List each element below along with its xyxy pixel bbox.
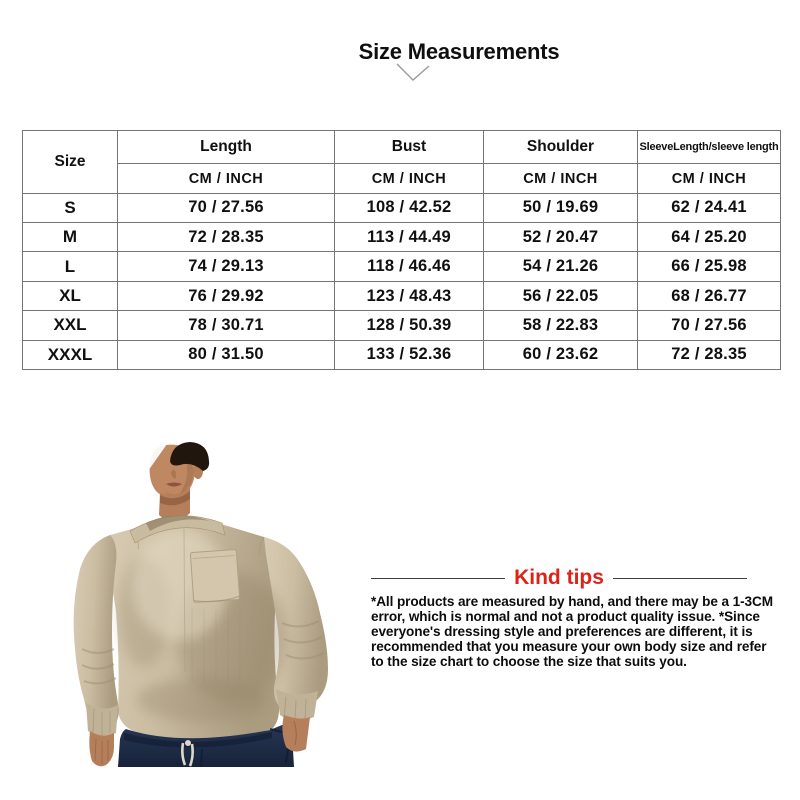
bust-column-header: Bust <box>335 131 484 164</box>
sleeve-cell: 70 / 27.56 <box>638 311 781 340</box>
size-cell: L <box>23 252 118 281</box>
bust-cell: 128 / 50.39 <box>335 311 484 340</box>
shoulder-cell: 60 / 23.62 <box>484 340 638 369</box>
kind-tips-header <box>371 564 747 592</box>
sleeve-cell: 68 / 26.77 <box>638 281 781 310</box>
table-row <box>23 340 781 369</box>
table-row <box>23 223 781 252</box>
size-cell: XL <box>23 281 118 310</box>
table-row <box>23 193 781 222</box>
chevron-down-icon <box>394 61 432 90</box>
length-unit: CM / INCH <box>118 164 335 193</box>
table-row <box>23 281 781 310</box>
left-hand <box>89 731 114 766</box>
sweatshirt-left-sleeve <box>74 535 119 728</box>
right-rule <box>613 578 747 579</box>
sleeve-cell: 62 / 24.41 <box>638 193 781 222</box>
bust-cell: 123 / 48.43 <box>335 281 484 310</box>
shoulder-column-header: Shoulder <box>484 131 638 164</box>
page-title: Size Measurements <box>358 39 560 64</box>
shoulder-cell: 58 / 22.83 <box>484 311 638 340</box>
sleeve-cell: 72 / 28.35 <box>638 340 781 369</box>
right-hand-in-pocket <box>282 715 310 752</box>
length-column-header: Length <box>118 131 335 164</box>
left-rule <box>371 578 505 579</box>
sleeve-cell: 66 / 25.98 <box>638 252 781 281</box>
bust-cell: 133 / 52.36 <box>335 340 484 369</box>
length-cell: 72 / 28.35 <box>118 223 335 252</box>
tips-line: error, which is normal and not a product quality issue. *Since <box>371 609 760 624</box>
bust-unit: CM / INCH <box>335 164 484 193</box>
size-table <box>22 130 781 370</box>
length-cell: 80 / 31.50 <box>118 340 335 369</box>
product-photo <box>32 437 357 767</box>
table-row <box>23 252 781 281</box>
bust-cell: 113 / 44.49 <box>335 223 484 252</box>
length-cell: 74 / 29.13 <box>118 252 335 281</box>
tips-line: everyone's dressing style and preferences are different, it is <box>371 624 753 639</box>
tips-line: to the size chart to choose the size that suits you. <box>371 654 687 669</box>
size-column-header: Size <box>23 131 118 194</box>
length-cell: 76 / 29.92 <box>118 281 335 310</box>
kind-tips-title: Kind tips <box>514 566 604 589</box>
shoulder-unit: CM / INCH <box>484 164 638 193</box>
size-cell: M <box>23 223 118 252</box>
kind-tips-text <box>371 594 799 669</box>
length-cell: 70 / 27.56 <box>118 193 335 222</box>
sleeve-unit: CM / INCH <box>638 164 781 193</box>
shoulder-cell: 56 / 22.05 <box>484 281 638 310</box>
size-cell: XXXL <box>23 340 118 369</box>
size-cell: XXL <box>23 311 118 340</box>
tips-line: recommended that you measure your own body size and refer <box>371 639 767 654</box>
sleeve-cell: 64 / 25.20 <box>638 223 781 252</box>
shoulder-cell: 50 / 19.69 <box>484 193 638 222</box>
tips-line: *All products are measured by hand, and there may be a 1-3CM <box>371 594 773 609</box>
chest-pocket <box>190 549 239 602</box>
shoulder-cell: 54 / 21.26 <box>484 252 638 281</box>
length-cell: 78 / 30.71 <box>118 311 335 340</box>
shoulder-cell: 52 / 20.47 <box>484 223 638 252</box>
table-row <box>23 311 781 340</box>
sleeve-column-header: SleeveLength/sleeve length <box>638 131 781 164</box>
bust-cell: 118 / 46.46 <box>335 252 484 281</box>
bust-cell: 108 / 42.52 <box>335 193 484 222</box>
size-cell: S <box>23 193 118 222</box>
